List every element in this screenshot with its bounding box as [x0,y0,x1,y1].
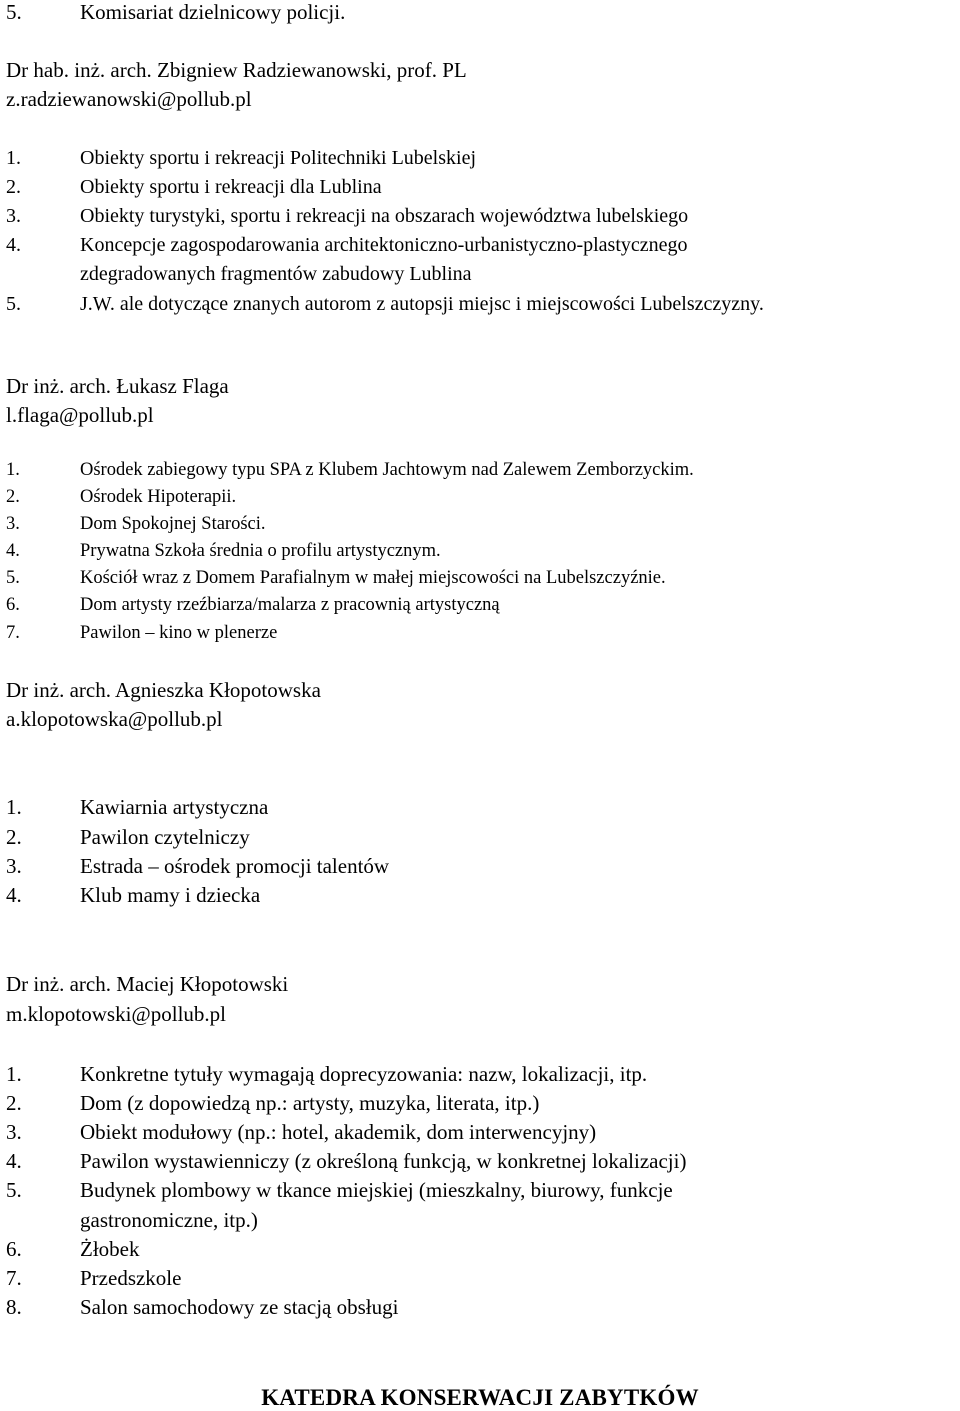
item-text: Żłobek [80,1237,140,1261]
item-text: Dom artysty rzeźbiarza/malarza z pracownią artystyczną [80,595,500,615]
item-text: Komisariat dzielnicowy policji. [80,0,346,24]
item-number: 6. [6,595,20,615]
supervisor-email[interactable]: z.radziewanowski@pollub.pl [6,87,252,111]
supervisor-name: Dr inż. arch. Agnieszka Kłopotowska [6,678,321,702]
item-number: 5. [6,568,20,588]
supervisor-email[interactable]: m.klopotowski@pollub.pl [6,1002,227,1026]
supervisor-name: Dr inż. arch. Łukasz Flaga [6,374,229,398]
item-number: 6. [6,1237,22,1261]
item-text: Pawilon wystawienniczy (z określoną funkcją, w konkretnej lokalizacji) [80,1149,687,1173]
item-text: Ośrodek Hipoterapii. [80,487,237,507]
supervisor-name: Dr hab. inż. arch. Zbigniew Radziewanowski, prof. PL [6,58,467,82]
item-number: 3. [6,205,21,227]
item-text: Klub mamy i dziecka [80,883,261,907]
item-text: Przedszkole [80,1266,182,1290]
item-text: Kawiarnia artystyczna [80,795,269,819]
item-number: 3. [6,1120,22,1144]
item-text: Obiekty turystyki, sportu i rekreacji na obszarach województwa lubelskiego [80,205,689,227]
item-number: 3. [6,514,20,534]
item-text: Obiekty sportu i rekreacji dla Lublina [80,176,382,198]
item-number: 4. [6,883,22,907]
item-number: 1. [6,795,22,819]
item-text: Pawilon czytelniczy [80,825,250,849]
item-number: 8. [6,1295,22,1319]
item-text: Obiekt modułowy (np.: hotel, akademik, dom interwencyjny) [80,1120,597,1144]
item-number: 4. [6,1149,22,1173]
item-number: 1. [6,147,21,169]
item-number: 1. [6,1062,22,1086]
item-number: 1. [6,460,20,480]
item-number: 2. [6,1091,22,1115]
item-number: 5. [6,0,22,24]
item-text: Prywatna Szkoła średnia o profilu artystycznym. [80,541,441,561]
supervisor-name: Dr inż. arch. Maciej Kłopotowski [6,972,289,996]
item-number: 7. [6,1266,22,1290]
item-number: 5. [6,1178,22,1202]
item-number: 2. [6,487,20,507]
item-text: J.W. ale dotyczące znanych autorom z autopsji miejsc i miejscowości Lubelszczyzny. [80,293,764,315]
item-number: 2. [6,825,22,849]
supervisor-email[interactable]: l.flaga@pollub.pl [6,403,154,427]
item-text: Koncepcje zagospodarowania architektoniczno-urbanistyczno-plastycznego [80,234,688,256]
item-number: 2. [6,176,21,198]
item-text: Obiekty sportu i rekreacji Politechniki Lubelskiej [80,147,477,169]
item-text: Pawilon – kino w plenerze [80,623,278,643]
item-text: Salon samochodowy ze stacją obsługi [80,1295,399,1319]
item-text-continued: zdegradowanych fragmentów zabudowy Lublina [80,263,472,285]
item-number: 5. [6,293,21,315]
item-text: Ośrodek zabiegowy typu SPA z Klubem Jachtowym nad Zalewem Zemborzyckim. [80,460,694,480]
item-number: 4. [6,234,21,256]
item-number: 4. [6,541,20,561]
item-text: Dom (z dopowiedzą np.: artysty, muzyka, literata, itp.) [80,1091,540,1115]
item-text: Estrada – ośrodek promocji talentów [80,854,390,878]
supervisor-email[interactable]: a.klopotowska@pollub.pl [6,707,223,731]
item-number: 3. [6,854,22,878]
item-text: Kościół wraz z Domem Parafialnym w małej miejscowości na Lubelszczyźnie. [80,568,666,588]
item-text: Budynek plombowy w tkance miejskiej (mieszkalny, biurowy, funkcje [80,1178,673,1202]
item-text: Konkretne tytuły wymagają doprecyzowania: nazw, lokalizacji, itp. [80,1062,648,1086]
item-text-continued: gastronomiczne, itp.) [80,1208,258,1232]
department-heading: KATEDRA KONSERWACJI ZABYTKÓW [261,1385,699,1410]
item-text: Dom Spokojnej Starości. [80,514,266,534]
item-number: 7. [6,623,20,643]
